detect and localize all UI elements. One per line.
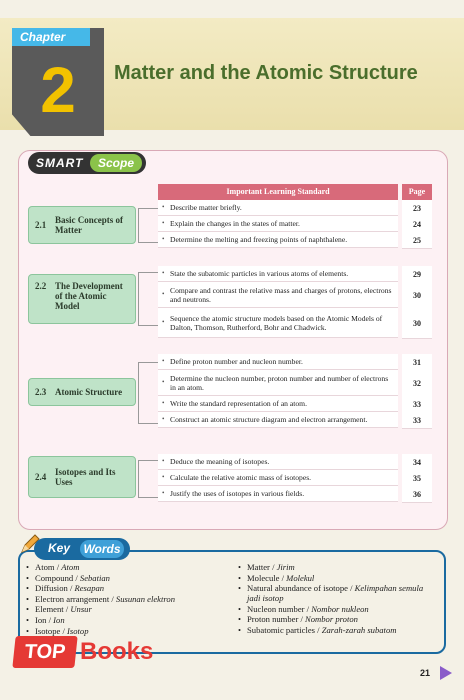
topic-name: The Development of the Atomic Model [55, 281, 123, 311]
key-word-item: • Subatomic particles / Zarah-zarah subatom [238, 625, 438, 635]
chapter-number: 2 [40, 54, 76, 126]
smart-label: SMART [36, 156, 84, 170]
bullet-icon: • [162, 489, 165, 497]
key-word-item: • Proton number / Nombor proton [238, 614, 438, 624]
page-column-header: Page [402, 184, 432, 200]
key-word-item: • Natural abundance of isotope / Kelimpahan semula jadi isotop [238, 583, 438, 603]
standard-column-header: Important Learning Standard [158, 184, 398, 200]
key-words-badge [34, 538, 130, 560]
key-word-item: • Compound / Sebatian [26, 573, 226, 583]
scope-label: Scope [90, 154, 142, 172]
topic-number: 2.3 [35, 387, 47, 397]
key-word-item: • Diffusion / Resapan [26, 583, 226, 593]
key-words-right-list [238, 562, 438, 636]
key-word-item: • Electron arrangement / Susunan elektron [26, 594, 226, 604]
topic-bracket [138, 460, 159, 498]
standard-item: • Describe matter briefly. [158, 200, 398, 216]
page-ref: 31 [402, 354, 432, 371]
topic-2-3 [28, 378, 136, 406]
page-ref: 30 [402, 308, 432, 339]
bullet-icon: • [162, 219, 165, 227]
page-ref: 34 [402, 454, 432, 471]
bullet-icon: • [162, 235, 165, 243]
bullet-icon: • [162, 318, 165, 326]
bullet-icon: • [162, 399, 165, 407]
page-ref: 29 [402, 266, 432, 283]
chapter-label: Chapter [12, 28, 90, 46]
topic-name: Atomic Structure [55, 387, 123, 397]
topic-number: 2.4 [35, 472, 47, 482]
topic-2-4 [28, 456, 136, 498]
bullet-icon: • [162, 290, 165, 298]
words-label: Words [80, 540, 124, 558]
key-label: Key [48, 541, 71, 555]
bullet-icon: • [162, 203, 165, 211]
standard-item: • Define proton number and nucleon number. [158, 354, 398, 370]
page-number: 21 [420, 668, 431, 678]
standard-item: • Write the standard representation of an atom. [158, 396, 398, 412]
key-word-item: • Ion / Ion [26, 615, 226, 625]
standard-item: • Compare and contrast the relative mass and charges of protons, electrons and neutrons. [158, 282, 398, 308]
watermark-books: Books [80, 638, 154, 665]
page-ref: 30 [402, 282, 432, 309]
standard-item: • Construct an atomic structure diagram and electron arrangement. [158, 412, 398, 428]
next-page-arrow-icon [440, 666, 452, 680]
standard-item: • Justify the uses of isotopes in various fields. [158, 486, 398, 502]
topic-number: 2.2 [35, 281, 47, 291]
chapter-title: Matter and the Atomic Structure [114, 62, 418, 84]
standard-item: • Determine the melting and freezing points of naphthalene. [158, 232, 398, 248]
bullet-icon: • [162, 269, 165, 277]
watermark-top: TOP [12, 636, 77, 668]
key-word-item: • Element / Unsur [26, 604, 226, 614]
page-ref: 33 [402, 396, 432, 413]
topic-bracket [138, 362, 159, 424]
key-word-item: • Matter / Jirim [238, 562, 438, 572]
standard-item: • Deduce the meaning of isotopes. [158, 454, 398, 470]
topic-number: 2.1 [35, 220, 47, 230]
topic-2-1 [28, 206, 136, 244]
standard-item: • Determine the nucleon number, proton number and number of electrons in an atom. [158, 370, 398, 396]
topic-2-2 [28, 274, 136, 324]
page-ref: 24 [402, 216, 432, 233]
page-ref: 32 [402, 370, 432, 397]
topic-bracket [138, 272, 159, 326]
page-ref: 35 [402, 470, 432, 487]
bullet-icon: • [162, 415, 165, 423]
page-ref: 23 [402, 200, 432, 217]
standard-item: • Explain the changes in the states of matter. [158, 216, 398, 232]
bullet-icon: • [162, 378, 165, 386]
key-words-left-list [26, 562, 226, 636]
key-word-item: • Atom / Atom [26, 562, 226, 572]
topic-name: Isotopes and Its Uses [55, 467, 116, 487]
standard-item: • State the subatomic particles in various atoms of elements. [158, 266, 398, 282]
topic-bracket [138, 208, 159, 243]
page-ref: 33 [402, 412, 432, 429]
standard-item: • Sequence the atomic structure models based on the Atomic Models of Dalton, Thomson, Rutherford, Bohr and Chadwick. [158, 308, 398, 338]
topic-name: Basic Concepts of Matter [55, 215, 123, 235]
page-ref: 25 [402, 232, 432, 249]
key-word-item: • Nucleon number / Nombor nukleon [238, 604, 438, 614]
bullet-icon: • [162, 473, 165, 481]
bullet-icon: • [162, 357, 165, 365]
key-word-item: • Isotope / Isotop [26, 626, 226, 636]
standard-item: • Calculate the relative atomic mass of isotopes. [158, 470, 398, 486]
key-word-item: • Molecule / Molekul [238, 573, 438, 583]
bullet-icon: • [162, 457, 165, 465]
page-ref: 36 [402, 486, 432, 503]
smart-scope-badge [28, 152, 146, 174]
